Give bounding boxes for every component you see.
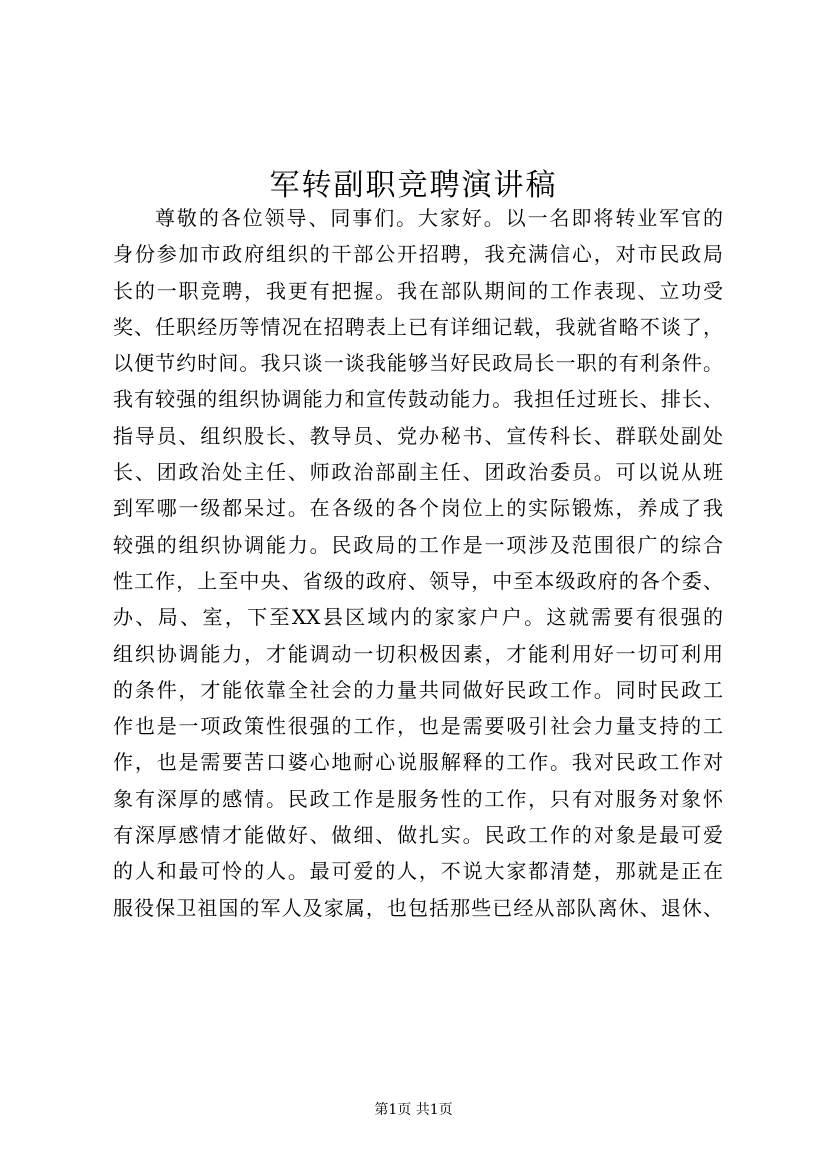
body-line: 长的一职竞聘，我更有把握。我在部队期间的工作表现、立功受: [113, 278, 723, 303]
page-footer: 第1页 共1页: [374, 1102, 453, 1118]
body-line: 的条件，才能依靠全社会的力量共同做好民政工作。同时民政工: [113, 677, 723, 702]
body-line: 到军哪一级都呆过。在各级的各个岗位上的实际锻炼，养成了我: [113, 496, 723, 521]
body-line: 的人和最可怜的人。最可爱的人，不说大家都清楚，那就是正在: [113, 859, 723, 884]
body-line: 以便节约时间。我只谈一谈我能够当好民政局长一职的有利条件。: [113, 351, 723, 376]
document-body: [113, 200, 723, 926]
body-line: 组织协调能力，才能调动一切积极因素，才能利用好一切可利用: [113, 641, 723, 666]
body-line: 服役保卫祖国的军人及家属，也包括那些已经从部队离休、退休、: [113, 895, 723, 920]
body-line: 尊敬的各位领导、同事们。大家好。以一名即将转业军官的: [155, 206, 723, 230]
body-line: 指导员、组织股长、教导员、党办秘书、宣传科长、群联处副处: [113, 423, 723, 448]
body-line: 办、局、室，下至XX县区域内的家家户户。这就需要有很强的: [113, 605, 723, 630]
body-line: 我有较强的组织协调能力和宣传鼓动能力。我担任过班长、排长、: [113, 387, 723, 412]
body-line: 有深厚感情才能做好、做细、做扎实。民政工作的对象是最可爱: [113, 823, 723, 848]
body-line: 象有深厚的感情。民政工作是服务性的工作，只有对服务对象怀: [113, 786, 723, 811]
body-line: 作，也是需要苦口婆心地耐心说服解释的工作。我对民政工作对: [113, 750, 723, 775]
body-line: 身份参加市政府组织的干部公开招聘，我充满信心，对市民政局: [113, 242, 723, 267]
body-line: 较强的组织协调能力。民政局的工作是一项涉及范围很广的综合: [113, 532, 723, 557]
body-line: 奖、任职经历等情况在招聘表上已有详细记载，我就省略不谈了，: [113, 314, 723, 339]
body-line: 性工作，上至中央、省级的政府、领导，中至本级政府的各个委、: [113, 568, 723, 593]
body-line: 作也是一项政策性很强的工作，也是需要吸引社会力量支持的工: [113, 714, 723, 739]
body-line: 长、团政治处主任、师政治部副主任、团政治委员。可以说从班: [113, 460, 723, 485]
document-title: 军转副职竞聘演讲稿: [269, 168, 558, 204]
